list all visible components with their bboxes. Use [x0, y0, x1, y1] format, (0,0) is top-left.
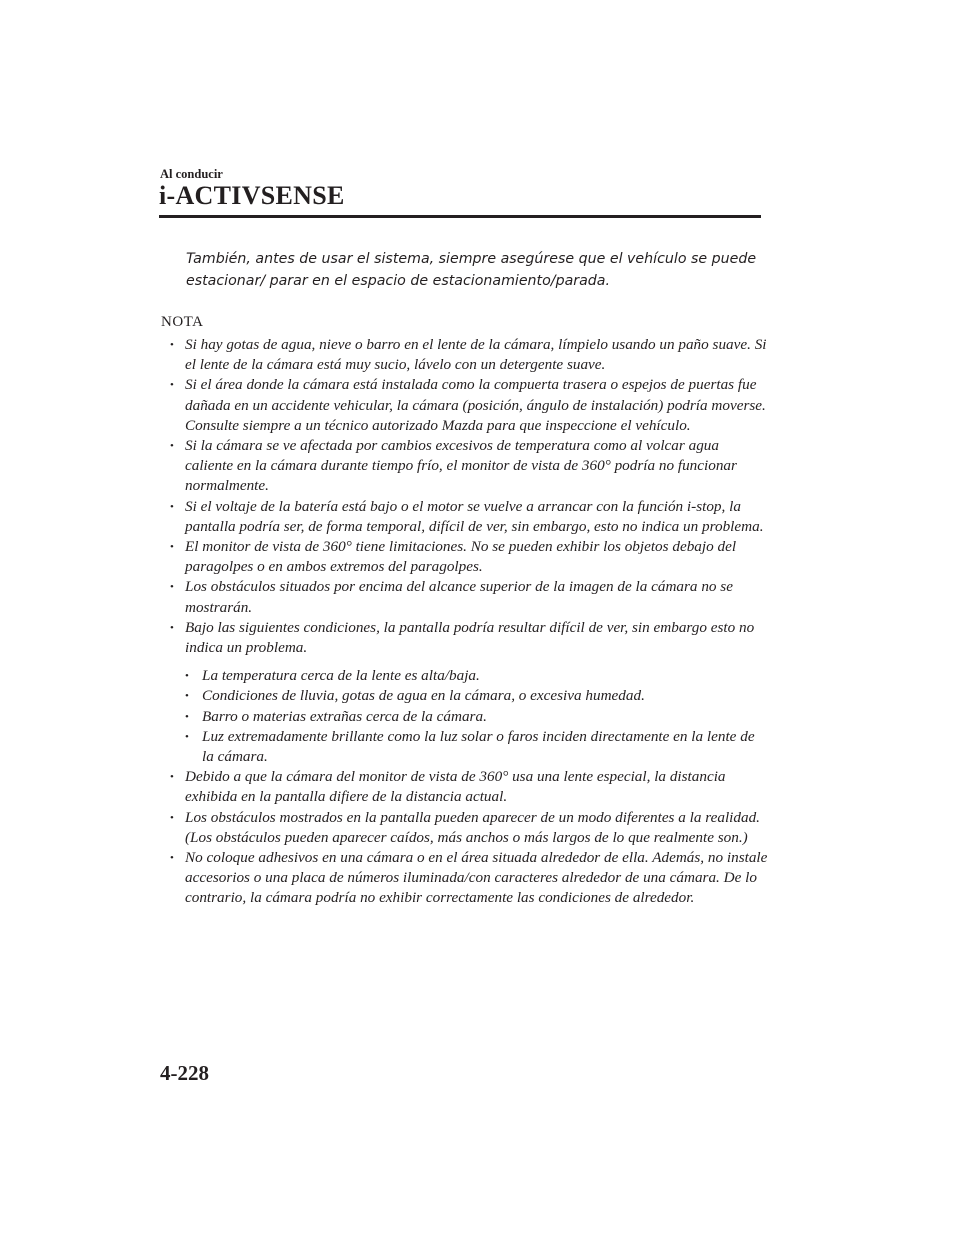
note-item: • El monitor de vista de 360° tiene limitaciones. No se pueden exhibir los objetos debajo del paragolpes o en ambos extremos del paragolpes. — [170, 537, 770, 577]
note-item-conditions-text: Bajo las siguientes condiciones, la pantalla podría resultar difícil de ver, sin embargo esto no indica un problema. — [185, 618, 755, 657]
note-item-conditions — [170, 618, 770, 767]
condition-item: • La temperatura cerca de la lente es alta/baja. — [185, 666, 770, 686]
section-label: Al conducir — [160, 167, 223, 181]
page-number: 4-228 — [160, 1061, 209, 1085]
note-heading: NOTA — [161, 314, 204, 330]
note-item: • Si el área donde la cámara está instalada como la compuerta trasera o espejos de puertas fue dañada en un accidente vehicular, la cámara (posición, ángulo de instalación) podría moverse. Consulte siempre a un técnico autorizado Mazda para que inspeccione el vehículo. — [170, 375, 770, 436]
note-item: • Debido a que la cámara del monitor de vista de 360° usa una lente especial, la distancia exhibida en la pantalla difiere de la distancia actual. — [170, 767, 770, 807]
warning-text: También, antes de usar el sistema, siempre asegúrese que el vehículo se puede estacionar/ parar en el espacio de estacionamiento/parada. — [186, 251, 757, 289]
note-item: • No coloque adhesivos en una cámara o en el área situada alrededor de ella. Además, no instale accesorios o una placa de números iluminada/con caracteres alrededor de una cámara. De lo contrario, la cámara podría no exhibir correctamente las condiciones de alrededor. — [170, 848, 770, 909]
note-item: • Los obstáculos situados por encima del alcance superior de la imagen de la cámara no se mostrarán. — [170, 577, 770, 617]
note-item: • Los obstáculos mostrados en la pantalla pueden aparecer de un modo diferentes a la realidad. (Los obstáculos pueden aparecer caídos, más anchos o más largos de lo que realmente son.) — [170, 808, 770, 848]
condition-item: • Luz extremadamente brillante como la luz solar o faros inciden directamente en la lente de la cámara. — [185, 727, 770, 767]
note-list — [170, 335, 770, 909]
condition-item: • Condiciones de lluvia, gotas de agua en la cámara, o excesiva humedad. — [185, 686, 770, 706]
note-item: • Si la cámara se ve afectada por cambios excesivos de temperatura como al volcar agua caliente en la cámara durante tiempo frío, el monitor de vista de 360° podría no funcionar normalmente. — [170, 436, 770, 497]
title-rule — [159, 215, 761, 218]
condition-sublist — [185, 666, 770, 767]
note-item: • Si el voltaje de la batería está bajo o el motor se vuelve a arrancar con la función i-stop, la pantalla podría ser, de forma temporal, difícil de ver, sin embargo, esto no indica un problema. — [170, 497, 770, 537]
condition-item: • Barro o materias extrañas cerca de la cámara. — [185, 707, 770, 727]
section-title: i-ACTIVSENSE — [159, 181, 345, 210]
note-item: • Si hay gotas de agua, nieve o barro en el lente de la cámara, límpielo usando un paño suave. Si el lente de la cámara está muy sucio, lávelo con un detergente suave. — [170, 335, 770, 375]
